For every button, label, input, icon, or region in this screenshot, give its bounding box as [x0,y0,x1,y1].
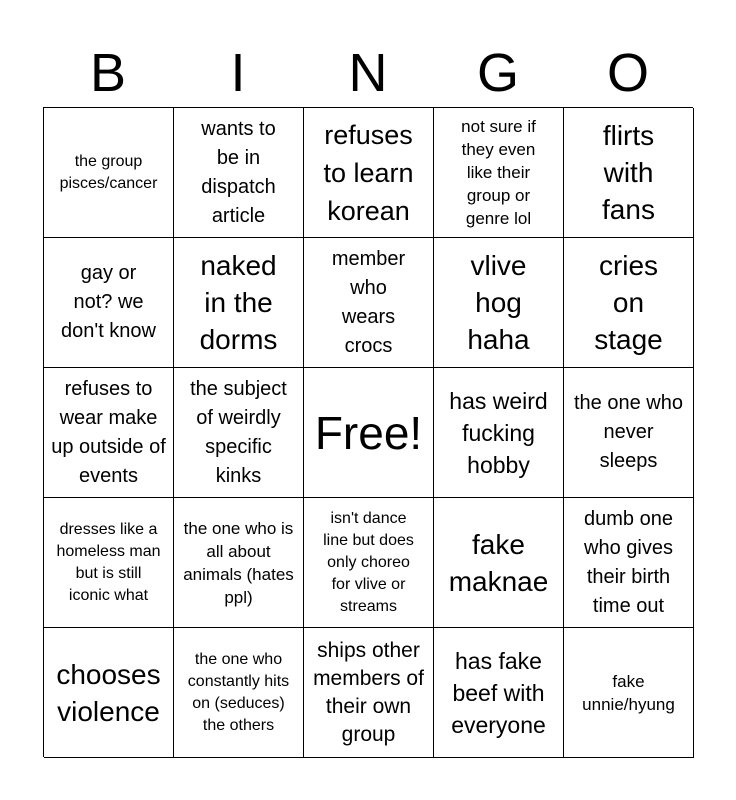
bingo-cell[interactable] [44,498,174,628]
cell-text: ships other members of their own group [313,638,424,746]
cell-text: naked in the dorms [199,250,278,355]
cell-text: has weird fucking hobby [449,387,548,478]
bingo-cell[interactable] [304,498,434,628]
bingo-cell[interactable] [174,368,304,498]
cell-text: chooses violence [56,658,161,727]
header-letter-b: B [89,43,127,103]
cell-text: the one who never sleeps [574,392,683,472]
bingo-cell[interactable] [174,498,304,628]
cell-text: the subject of weirdly specific kinks [190,377,287,487]
cell-text: dumb one who gives their birth time out [584,507,673,617]
cell-text: has fake beef with everyone [451,647,546,738]
bingo-cell[interactable] [434,238,564,368]
bingo-cell[interactable] [304,108,434,238]
free-space[interactable] [304,368,434,498]
bingo-cell[interactable] [304,628,434,758]
cell-text: the one who constantly hits on (seduces) the others [187,650,290,734]
bingo-cell[interactable] [564,238,694,368]
bingo-board [43,107,693,757]
bingo-cell[interactable] [564,108,694,238]
bingo-cell[interactable] [564,368,694,498]
cell-text: refuses to wear make up outside of events [51,377,166,487]
bingo-cell[interactable] [44,108,174,238]
cell-text: refuses to learn korean [323,119,414,226]
cell-text: cries on stage [594,250,663,355]
cell-text: member who wears crocs [331,247,406,357]
bingo-cell[interactable] [434,628,564,758]
cell-text: flirts with fans [602,120,655,225]
bingo-cell[interactable] [564,628,694,758]
bingo-cell[interactable] [174,108,304,238]
bingo-cell[interactable] [434,108,564,238]
bingo-cell[interactable] [434,368,564,498]
bingo-header [43,40,693,106]
cell-text: gay or not? we don't know [61,262,156,342]
cell-text: not sure if they even like their group or genre lol [461,117,536,228]
bingo-cell[interactable] [44,238,174,368]
bingo-cell[interactable] [434,498,564,628]
cell-text: isn't dance line but does only choreo for vlive or streams [323,509,414,615]
cell-text: the group pisces/cancer [59,152,158,192]
free-space-text: Free! [314,406,423,459]
header-letter-g: G [476,43,519,103]
bingo-cell[interactable] [44,368,174,498]
cell-text: fake maknae [448,528,549,597]
cell-text: wants to be in dispatch article [201,117,276,227]
bingo-cell[interactable] [304,238,434,368]
header-letter-n: N [348,43,388,103]
bingo-cell[interactable] [564,498,694,628]
cell-text: vlive hog haha [467,250,530,355]
bingo-cell[interactable] [174,628,304,758]
header-letter-o: O [606,43,649,103]
bingo-cell[interactable] [174,238,304,368]
cell-text: the one who is all about animals (hates ppl) [183,518,294,607]
header-letter-i: I [230,43,246,103]
cell-text: fake unnie/hyung [582,671,675,714]
cell-text: dresses like a homeless man but is still iconic what [56,520,161,604]
bingo-cell[interactable] [44,628,174,758]
